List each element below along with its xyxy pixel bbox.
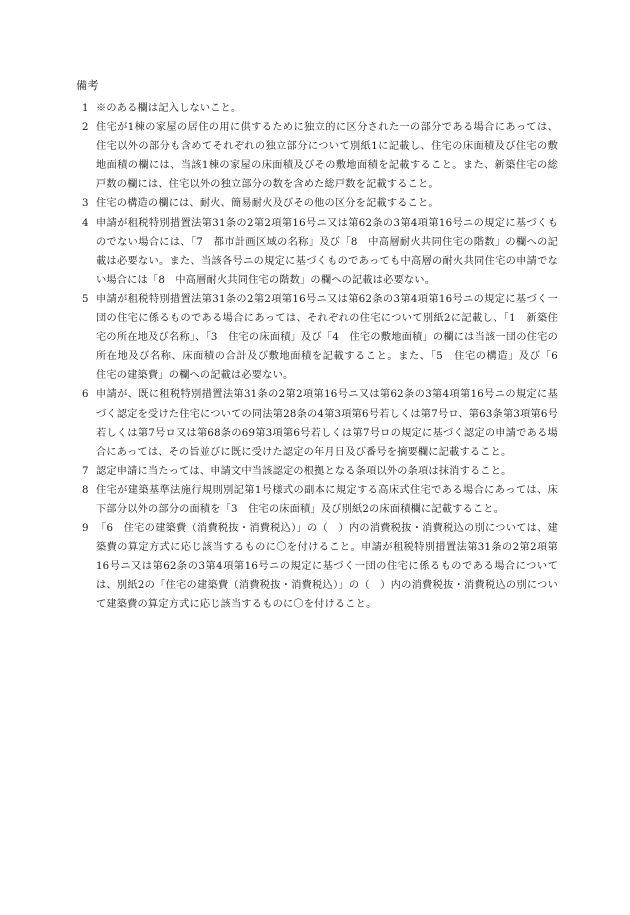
remarks-item	[76, 519, 558, 614]
remarks-item-text: 住宅の構造の欄には、耐火、簡易耐火及びその他の区分を記載すること。	[96, 198, 439, 210]
remarks-item-text: 住宅が1棟の家屋の居住の用に供するために独立的に区分された一の部分である場合にあっては、住宅以外の部分も含めてそれぞれの独立部分について別紙1に記載し、住宅の床面積及び住宅の敷地面積の欄には、当該1棟の家屋の床面積及びその敷地面積を記載すること。また、新築住宅の総戸数の欄には、住宅以外の独立部分の数を含めた総戸数を記載すること。	[96, 122, 558, 191]
remarks-item-number: 7	[82, 465, 89, 477]
remarks-item-text: 申請が租税特別措置法第31条の2第2項第16号ニ又は第62条の3第4項第16号ニの規定に基づく一団の住宅に係るものである場合にあっては、それぞれの住宅について別紙2に記載し、「1 新築住宅の所在地及び名称」、「3 住宅の床面積」及び「4 住宅の敷地面積」の欄には当該一団の住宅の所在地及び名称、床面積の合計及び敷地面積を記載すること。また、「5 住宅の構造」及び「6 住宅の建築費」の欄への記載は必要ない。	[96, 293, 569, 382]
remarks-item	[76, 290, 569, 385]
remarks-item-text: 認定申請に当たっては、申請文中当該認定の根拠となる条項以外の条項は抹消すること。	[96, 465, 512, 477]
remarks-page	[76, 77, 569, 615]
remarks-item-text: 申請が、既に租税特別措置法第31条の2第2項第16号ニ又は第62条の3第4項第16号ニの規定に基づく認定を受けた住宅についての同法第28条の4第3項第6号若しくは第7号ロ、第63条第3項第6号若しくは第7号ロ又は第68条の69第3項第6号若しくは第7号ロの規定に基づく認定の申請である場合にあっては、その旨並びに既に受けた認定の年月日及び番号を摘要欄に記載すること。	[96, 389, 558, 458]
remarks-item-text: ※のある欄は記入しないこと。	[96, 103, 242, 114]
remarks-item-number: 4	[82, 217, 89, 229]
remarks-item	[76, 214, 558, 290]
remarks-item	[76, 385, 558, 461]
remarks-item-number: 5	[82, 293, 89, 305]
remarks-item	[76, 462, 558, 481]
remarks-item-number: 1	[82, 103, 89, 114]
remarks-item	[76, 118, 558, 194]
remarks-item-number: 6	[82, 389, 89, 401]
remarks-list	[76, 99, 569, 615]
remarks-item-number: 3	[82, 198, 89, 210]
remarks-item-number: 8	[82, 484, 89, 496]
remarks-item	[76, 99, 558, 118]
remarks-item-text: 住宅が建築基準法施行規則別記第1号様式の副本に規定する高床式住宅である場合にあっては、床下部分以外の部分の面積を「3 住宅の床面積」及び別紙2の床面積欄に記載すること。	[96, 484, 558, 515]
remarks-heading: 備考	[76, 79, 99, 92]
remarks-item	[76, 194, 558, 213]
remarks-item-text: 「6 住宅の建築費（消費税抜・消費税込）」の（ ）内の消費税抜・消費税込の別については、建築費の算定方式に応じ該当するものに〇を付けること。申請が租税特別措置法第31条の2第2項第16号ニ又は第62条の3第4項第16号ニの規定に基づく一団の住宅に係るものである場合については、別紙2の「住宅の建築費（消費税抜・消費税込）」の（ ）内の消費税抜・消費税込の別について建築費の算定方式に応じ該当するものに〇を付けること。	[96, 523, 558, 611]
remarks-item-number: 2	[82, 122, 89, 134]
remarks-item-text: 申請が租税特別措置法第31条の2第2項第16号ニ又は第62条の3第4項第16号ニの規定に基づくものでない場合には、「7 都市計画区域の名称」及び「8 中高層耐火共同住宅の階数」の欄への記載は必要ない。また、当該各号ニの規定に基づくものであっても中高層の耐火共同住宅の申請でない場合には「8 中高層耐火共同住宅の階数」の欄への記載は必要ない。	[96, 217, 558, 286]
remarks-item-number: 9	[82, 523, 89, 535]
remarks-item	[76, 481, 558, 519]
